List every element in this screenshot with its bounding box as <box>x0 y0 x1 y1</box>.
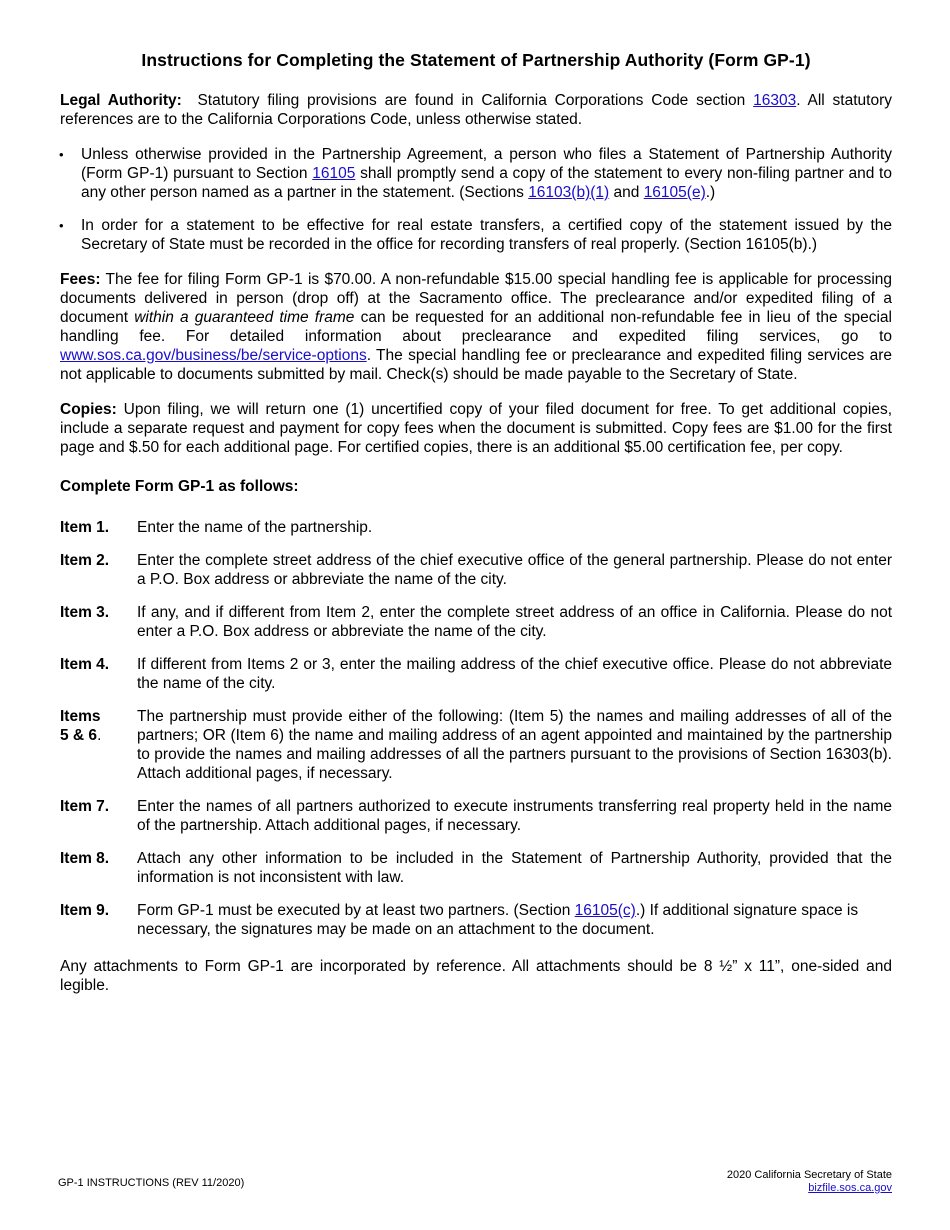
item-1-label: Item 1. <box>60 519 110 536</box>
item-1-text: Enter the name of the partnership. <box>137 519 373 536</box>
bullet-1-text-4: .) <box>705 184 716 201</box>
item-8 <box>60 849 892 887</box>
section-16105-link[interactable]: 16105 <box>312 165 356 182</box>
item-3-text: If any, and if different from Item 2, enter the complete street address of an office in California. Please do not enter a P.O. Box address or abbreviate the name of the city. <box>137 604 892 640</box>
item-9-text <box>137 901 892 939</box>
item-7 <box>60 797 892 835</box>
copies-label: Copies: <box>60 401 117 418</box>
footer-copyright: 2020 California Secretary of State <box>726 1169 892 1181</box>
attachments-paragraph: Any attachments to Form GP-1 are incorporated by reference. All attachments should be 8 ½” x 11”, one-sided and legible. <box>60 958 892 994</box>
item-2-label: Item 2. <box>60 552 110 569</box>
bullet-1-text-3: and <box>613 184 640 201</box>
fees-italic-text: within a guaranteed time frame <box>134 309 355 326</box>
legal-authority-text: Statutory filing provisions are found in California Corporations Code section <box>197 92 746 109</box>
bizfile-link[interactable]: bizfile.sos.ca.gov <box>808 1182 892 1194</box>
legal-authority-text-2: . All statutory references are to the California Corporations Code, unless otherwise stated. <box>60 92 892 128</box>
item-4-label: Item 4. <box>60 656 110 673</box>
copies-paragraph <box>60 400 892 457</box>
fees-paragraph <box>60 270 892 384</box>
bullet-2-text: In order for a statement to be effective for real estate transfers, a certified copy of the statement issued by the Secretary of State must be recorded in the office for recording transfers of real properly. (Section 16105(b).) <box>81 217 892 253</box>
items-5-6-text: The partnership must provide either of the following: (Item 5) the names and mailing addresses of all of the partners; OR (Item 6) the name and mailing address of an agent appointed and maintained by the partnership to provide the names and mailing addresses of all the partners pursuant to the provisions of Section 16303(b). Attach additional pages, if necessary. <box>137 708 892 782</box>
footer-form-revision: GP-1 INSTRUCTIONS (REV 11/2020) <box>58 1177 245 1189</box>
copies-text: Upon filing, we will return one (1) uncertified copy of your filed document for free. To get additional copies, include a separate request and payment for copy fees when the document is submitted. Copy fees are $1.00 for the first page and $.50 for each additional page. For certified copies, there is an additional $5.00 certification fee, per copy. <box>60 401 893 456</box>
item-9-text-2: .) If additional signature space is necessary, the signatures may be made on an attachment to the document. <box>137 902 859 938</box>
item-2-text: Enter the complete street address of the chief executive office of the general partnership. Please do not enter a P.O. Box address or abbreviate the name of the city. <box>137 552 892 588</box>
bullet-icon: • <box>59 147 64 162</box>
items-5-6-label-a: Items <box>60 708 101 725</box>
item-2 <box>60 551 892 589</box>
items-5-6 <box>60 707 892 783</box>
fees-label: Fees: <box>60 271 101 288</box>
section-16303-link[interactable]: 16303 <box>753 92 797 109</box>
fees-text-3: . The special handling fee or preclearance and expedited filing services are not applicable to documents submitted by mail. Check(s) should be made payable to the Secretary of State. <box>60 347 892 383</box>
bullet-item-statement-copy <box>60 145 892 202</box>
item-3 <box>60 603 892 641</box>
bullet-icon: • <box>59 218 64 233</box>
section-16105c-link[interactable]: 16105(c) <box>574 902 636 919</box>
item-3-label: Item 3. <box>60 604 110 621</box>
items-5-6-label: Items 5 & 6. <box>60 708 102 744</box>
instructions-page <box>60 50 892 1011</box>
legal-authority-paragraph <box>60 91 892 129</box>
legal-authority-label: Legal Authority: <box>60 92 182 109</box>
bullet-1-text-2: shall promptly send a copy of the statement to every non-filing partner and to any other person named as a partner in the statement. (Sections <box>81 165 892 201</box>
complete-form-heading: Complete Form GP-1 as follows: <box>60 478 299 495</box>
section-16105e-link[interactable]: 16105(e) <box>643 184 706 201</box>
fees-text-1: The fee for filing Form GP-1 is $70.00. A non-refundable $15.00 special handling fee is applicable for processing documents delivered in person (drop off) at the Sacramento office. The preclearance and/or expedited filing of a document <box>60 271 892 326</box>
page-title: Instructions for Completing the Statement of Partnership Authority (Form GP-1) <box>141 50 811 70</box>
item-7-text: Enter the names of all partners authorized to execute instruments transferring real property held in the name of the partnership. Attach additional pages, if necessary. <box>137 798 892 834</box>
bullet-item-real-estate <box>60 216 892 254</box>
footer-right <box>727 1169 892 1195</box>
item-8-label: Item 8. <box>60 850 110 867</box>
section-16103b1-link[interactable]: 16103(b)(1) <box>528 184 610 201</box>
service-options-link[interactable]: www.sos.ca.gov/business/be/service-options <box>60 347 367 364</box>
items-5-6-label-b: 5 & 6 <box>60 727 98 744</box>
item-9 <box>60 901 892 939</box>
item-7-label: Item 7. <box>60 798 110 815</box>
item-4 <box>60 655 892 693</box>
item-4-text: If different from Items 2 or 3, enter the mailing address of the chief executive office. Please do not abbreviate the name of the city. <box>137 656 892 692</box>
item-9-text-1: Form GP-1 must be executed by at least two partners. (Section <box>137 902 571 919</box>
bullet-list <box>60 145 892 254</box>
item-8-text: Attach any other information to be included in the Statement of Partnership Authority, provided that the information is not inconsistent with law. <box>137 850 892 886</box>
item-9-label: Item 9. <box>60 902 110 919</box>
fees-text-2: can be requested for an additional non-refundable fee in lieu of the special handling fee. For detailed information about preclearance and expedited filing services, go to <box>60 309 892 345</box>
item-1 <box>60 518 892 537</box>
bullet-1-text-1: Unless otherwise provided in the Partnership Agreement, a person who files a Statement of Partnership Authority (Form GP-1) pursuant to Section <box>81 146 892 182</box>
